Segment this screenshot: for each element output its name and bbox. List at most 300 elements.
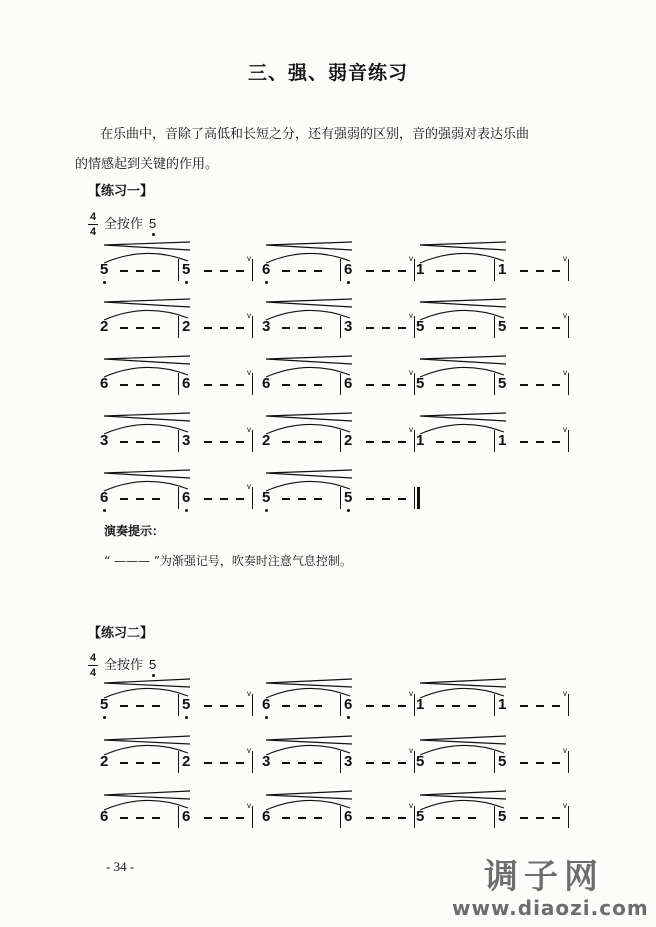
time-sig-bottom: 4 xyxy=(89,226,97,238)
barline xyxy=(414,316,415,338)
dash xyxy=(282,384,290,386)
note: 2 xyxy=(182,318,191,335)
dash xyxy=(136,384,144,386)
dash xyxy=(382,384,390,386)
dash xyxy=(120,384,128,386)
low-octave-dot xyxy=(103,509,106,512)
measure-pair xyxy=(262,727,416,787)
dash xyxy=(120,762,128,764)
measure-pair xyxy=(262,463,416,523)
dash xyxy=(282,762,290,764)
measure-pair xyxy=(262,782,416,842)
dash xyxy=(282,498,290,500)
dash xyxy=(220,817,228,819)
barline xyxy=(252,259,253,281)
note: 1 xyxy=(416,432,425,449)
dash xyxy=(152,327,160,329)
measure-pair xyxy=(416,292,570,352)
dash xyxy=(298,384,306,386)
dash xyxy=(552,762,560,764)
dash xyxy=(520,441,528,443)
barline xyxy=(252,806,253,828)
dash xyxy=(552,817,560,819)
dash xyxy=(468,327,476,329)
low-octave-dot xyxy=(103,716,106,719)
barline xyxy=(340,487,341,509)
breath-mark-icon: v xyxy=(247,801,251,810)
dash xyxy=(152,270,160,272)
barline xyxy=(494,259,495,281)
dash xyxy=(536,384,544,386)
dash xyxy=(220,327,228,329)
intro-line-1: 在乐曲中，音除了高低和长短之分，还有强弱的区别，音的强弱对表达乐曲 xyxy=(100,127,530,142)
dash xyxy=(398,498,406,500)
dash xyxy=(536,762,544,764)
measure-pair xyxy=(262,670,416,730)
note: 3 xyxy=(182,432,191,449)
dash xyxy=(536,817,544,819)
barline xyxy=(340,373,341,395)
dash xyxy=(552,705,560,707)
dash xyxy=(436,705,444,707)
barline xyxy=(414,373,415,395)
dash xyxy=(520,705,528,707)
dash xyxy=(452,441,460,443)
notation-row xyxy=(0,670,656,730)
barline xyxy=(340,430,341,452)
measure-pair xyxy=(416,235,570,295)
dash xyxy=(204,498,212,500)
barline xyxy=(178,487,179,509)
barline xyxy=(568,316,569,338)
measure-pair xyxy=(416,349,570,409)
breath-mark-icon: v xyxy=(563,425,567,434)
barline xyxy=(340,316,341,338)
dash xyxy=(468,384,476,386)
dash xyxy=(366,705,374,707)
fingering-label: 全按作 xyxy=(104,217,144,232)
barline xyxy=(340,259,341,281)
dash xyxy=(152,705,160,707)
barline xyxy=(414,751,415,773)
dash xyxy=(468,705,476,707)
time-sig-line xyxy=(88,224,98,225)
dash xyxy=(298,270,306,272)
dash xyxy=(152,498,160,500)
fingering-note xyxy=(149,216,156,231)
measure-pair xyxy=(100,463,254,523)
dash xyxy=(536,705,544,707)
exercise1-time-signature xyxy=(88,211,98,238)
dash xyxy=(436,762,444,764)
time-sig-line xyxy=(88,665,98,666)
barline xyxy=(568,751,569,773)
barline xyxy=(568,430,569,452)
dash xyxy=(298,327,306,329)
note: 6 xyxy=(344,375,353,392)
notation-row xyxy=(0,727,656,787)
dash xyxy=(282,327,290,329)
measure-pair xyxy=(262,349,416,409)
dash xyxy=(468,762,476,764)
barline xyxy=(340,751,341,773)
measure-pair xyxy=(262,406,416,466)
dash xyxy=(204,441,212,443)
dash xyxy=(120,817,128,819)
barline xyxy=(494,430,495,452)
dash xyxy=(452,327,460,329)
dash xyxy=(366,270,374,272)
dash xyxy=(236,705,244,707)
dash xyxy=(468,270,476,272)
breath-mark-icon: v xyxy=(409,801,413,810)
dash xyxy=(236,384,244,386)
breath-mark-icon: v xyxy=(409,746,413,755)
note: 5 xyxy=(498,318,507,335)
dash xyxy=(382,498,390,500)
dash xyxy=(282,817,290,819)
dash xyxy=(152,441,160,443)
measure-pair xyxy=(416,782,570,842)
note: 6 xyxy=(262,808,271,825)
measure-pair xyxy=(100,235,254,295)
dash xyxy=(520,762,528,764)
barline xyxy=(252,373,253,395)
barline xyxy=(414,806,415,828)
note: 6 xyxy=(344,696,353,713)
barline xyxy=(568,259,569,281)
dash xyxy=(366,327,374,329)
breath-mark-icon: v xyxy=(563,311,567,320)
note: 3 xyxy=(262,753,271,770)
notation-row xyxy=(0,406,656,466)
dash xyxy=(314,270,322,272)
dash xyxy=(366,384,374,386)
breath-mark-icon: v xyxy=(409,254,413,263)
dash xyxy=(520,817,528,819)
dash xyxy=(398,441,406,443)
notation-row xyxy=(0,235,656,295)
dash xyxy=(152,384,160,386)
breath-mark-icon: v xyxy=(409,689,413,698)
dash xyxy=(520,384,528,386)
note: 5 xyxy=(416,375,425,392)
measure-pair xyxy=(100,292,254,352)
notation-row xyxy=(0,782,656,842)
dash xyxy=(282,441,290,443)
dash xyxy=(398,762,406,764)
dash xyxy=(552,441,560,443)
dash xyxy=(314,498,322,500)
dash xyxy=(452,817,460,819)
measure-pair xyxy=(100,349,254,409)
note: 6 xyxy=(182,489,191,506)
barline xyxy=(494,806,495,828)
breath-mark-icon: v xyxy=(409,368,413,377)
dash xyxy=(398,327,406,329)
breath-mark-icon: v xyxy=(563,746,567,755)
dash xyxy=(314,384,322,386)
note: 1 xyxy=(416,261,425,278)
breath-mark-icon: v xyxy=(409,425,413,434)
barline xyxy=(178,751,179,773)
hint-title: 演奏提示： xyxy=(104,524,165,538)
dash xyxy=(236,498,244,500)
barline xyxy=(178,259,179,281)
intro-paragraph xyxy=(75,120,580,180)
dash xyxy=(314,762,322,764)
note: 5 xyxy=(498,808,507,825)
dash xyxy=(552,327,560,329)
low-octave-dot xyxy=(185,281,188,284)
dash xyxy=(452,705,460,707)
note: 6 xyxy=(262,261,271,278)
exercise1-label: 【练习一】 xyxy=(88,184,154,199)
low-octave-dot xyxy=(265,281,268,284)
note: 1 xyxy=(498,696,507,713)
dash xyxy=(366,498,374,500)
barline xyxy=(252,487,253,509)
dash xyxy=(436,384,444,386)
measure-pair xyxy=(416,406,570,466)
low-octave-dot xyxy=(265,509,268,512)
barline xyxy=(178,373,179,395)
note: 5 xyxy=(182,261,191,278)
page-title: 三、强、弱音练习 xyxy=(247,62,408,84)
dash xyxy=(204,762,212,764)
dash xyxy=(204,327,212,329)
measure-pair xyxy=(100,782,254,842)
breath-mark-icon: v xyxy=(247,482,251,491)
page-number: - 34 - xyxy=(106,859,135,874)
note: 1 xyxy=(498,432,507,449)
time-sig-top: 4 xyxy=(89,652,97,664)
barline xyxy=(494,373,495,395)
dash xyxy=(366,817,374,819)
note: 6 xyxy=(344,261,353,278)
note: 3 xyxy=(100,432,109,449)
dash xyxy=(382,762,390,764)
dash xyxy=(236,441,244,443)
note: 5 xyxy=(100,696,109,713)
notation-row xyxy=(0,292,656,352)
dash xyxy=(120,270,128,272)
dash xyxy=(236,762,244,764)
intro-line-2: 的情感起到关键的作用。 xyxy=(75,157,219,172)
barline xyxy=(178,694,179,716)
dash xyxy=(520,270,528,272)
dash xyxy=(452,762,460,764)
dash xyxy=(452,270,460,272)
breath-mark-icon: v xyxy=(247,254,251,263)
watermark-brand: 调子网 xyxy=(484,857,604,897)
note: 2 xyxy=(344,432,353,449)
dash xyxy=(398,817,406,819)
dash xyxy=(282,270,290,272)
note: 5 xyxy=(416,318,425,335)
dash xyxy=(366,762,374,764)
note: 5 xyxy=(498,375,507,392)
breath-mark-icon: v xyxy=(563,689,567,698)
dash xyxy=(136,327,144,329)
dash xyxy=(536,327,544,329)
note: 5 xyxy=(262,489,271,506)
low-octave-dot xyxy=(185,716,188,719)
dash xyxy=(204,270,212,272)
barline xyxy=(252,694,253,716)
breath-mark-icon: v xyxy=(247,368,251,377)
measure-pair xyxy=(416,670,570,730)
measure-pair xyxy=(416,727,570,787)
barline xyxy=(178,316,179,338)
dash xyxy=(298,762,306,764)
dash xyxy=(398,384,406,386)
barline xyxy=(568,806,569,828)
exercise1-fingering xyxy=(104,213,156,232)
dash xyxy=(314,817,322,819)
measure-pair xyxy=(262,292,416,352)
dash xyxy=(536,270,544,272)
breath-mark-icon: v xyxy=(563,368,567,377)
note: 5 xyxy=(416,808,425,825)
dash xyxy=(366,441,374,443)
dash xyxy=(382,817,390,819)
note: 3 xyxy=(344,753,353,770)
dash xyxy=(282,705,290,707)
breath-mark-icon: v xyxy=(247,746,251,755)
dash xyxy=(452,384,460,386)
low-octave-dot xyxy=(347,716,350,719)
low-octave-dot xyxy=(347,281,350,284)
breath-mark-icon: v xyxy=(247,311,251,320)
dash xyxy=(382,270,390,272)
note: 6 xyxy=(100,489,109,506)
dash xyxy=(220,270,228,272)
barline xyxy=(414,430,415,452)
low-octave-dot xyxy=(265,716,268,719)
hint-text: “ ——— ”为渐强记号，吹奏时注意气息控制。 xyxy=(104,554,352,568)
low-octave-dot xyxy=(347,509,350,512)
measure-pair xyxy=(100,727,254,787)
breath-mark-icon: v xyxy=(247,689,251,698)
notation-row xyxy=(0,463,656,523)
dash xyxy=(314,705,322,707)
note: 5 xyxy=(498,753,507,770)
dash xyxy=(120,441,128,443)
fingering-note-digit: 5 xyxy=(149,216,157,231)
note: 1 xyxy=(498,261,507,278)
measure-pair xyxy=(262,235,416,295)
breath-mark-icon: v xyxy=(247,425,251,434)
final-barline-thin xyxy=(414,487,415,509)
dash xyxy=(398,270,406,272)
dash xyxy=(220,441,228,443)
low-octave-dot xyxy=(103,281,106,284)
fingering-label: 全按作 xyxy=(104,658,144,673)
note: 2 xyxy=(182,753,191,770)
measure-pair xyxy=(100,406,254,466)
final-barline-thick xyxy=(417,487,420,509)
breath-mark-icon: v xyxy=(563,801,567,810)
dash xyxy=(298,817,306,819)
barline xyxy=(494,694,495,716)
note: 6 xyxy=(182,808,191,825)
dash xyxy=(220,705,228,707)
barline xyxy=(414,259,415,281)
fingering-note-digit: 5 xyxy=(149,657,157,672)
breath-mark-icon: v xyxy=(409,311,413,320)
dash xyxy=(536,441,544,443)
breath-mark-icon: v xyxy=(563,254,567,263)
dash xyxy=(436,270,444,272)
dash xyxy=(382,327,390,329)
time-sig-top: 4 xyxy=(89,211,97,223)
dash xyxy=(314,441,322,443)
dash xyxy=(152,817,160,819)
dash xyxy=(220,762,228,764)
dash xyxy=(468,441,476,443)
barline xyxy=(252,316,253,338)
dash xyxy=(436,817,444,819)
dash xyxy=(436,327,444,329)
exercise2-label: 【练习二】 xyxy=(88,626,154,641)
dash xyxy=(120,327,128,329)
note: 1 xyxy=(416,696,425,713)
dash xyxy=(236,327,244,329)
dash xyxy=(204,384,212,386)
dash xyxy=(220,384,228,386)
barline xyxy=(340,806,341,828)
note: 6 xyxy=(182,375,191,392)
note: 2 xyxy=(262,432,271,449)
dash xyxy=(204,705,212,707)
note: 3 xyxy=(344,318,353,335)
note: 2 xyxy=(100,753,109,770)
barline xyxy=(568,694,569,716)
barline xyxy=(340,694,341,716)
note: 6 xyxy=(100,375,109,392)
note: 5 xyxy=(100,261,109,278)
dash xyxy=(204,817,212,819)
dash xyxy=(136,817,144,819)
notation-row xyxy=(0,349,656,409)
dash xyxy=(136,441,144,443)
barline xyxy=(178,430,179,452)
dash xyxy=(152,762,160,764)
note: 6 xyxy=(344,808,353,825)
note: 6 xyxy=(262,696,271,713)
dash xyxy=(314,327,322,329)
dash xyxy=(136,705,144,707)
time-sig-bottom: 4 xyxy=(89,667,97,679)
dash xyxy=(552,270,560,272)
dash xyxy=(436,441,444,443)
dash xyxy=(552,384,560,386)
note: 6 xyxy=(100,808,109,825)
low-octave-dot xyxy=(185,509,188,512)
dash xyxy=(220,498,228,500)
dash xyxy=(136,270,144,272)
barline xyxy=(414,694,415,716)
dash xyxy=(236,817,244,819)
note: 5 xyxy=(344,489,353,506)
dash xyxy=(298,498,306,500)
dash xyxy=(136,762,144,764)
measure-pair xyxy=(100,670,254,730)
dash xyxy=(236,270,244,272)
note: 5 xyxy=(182,696,191,713)
note: 2 xyxy=(100,318,109,335)
